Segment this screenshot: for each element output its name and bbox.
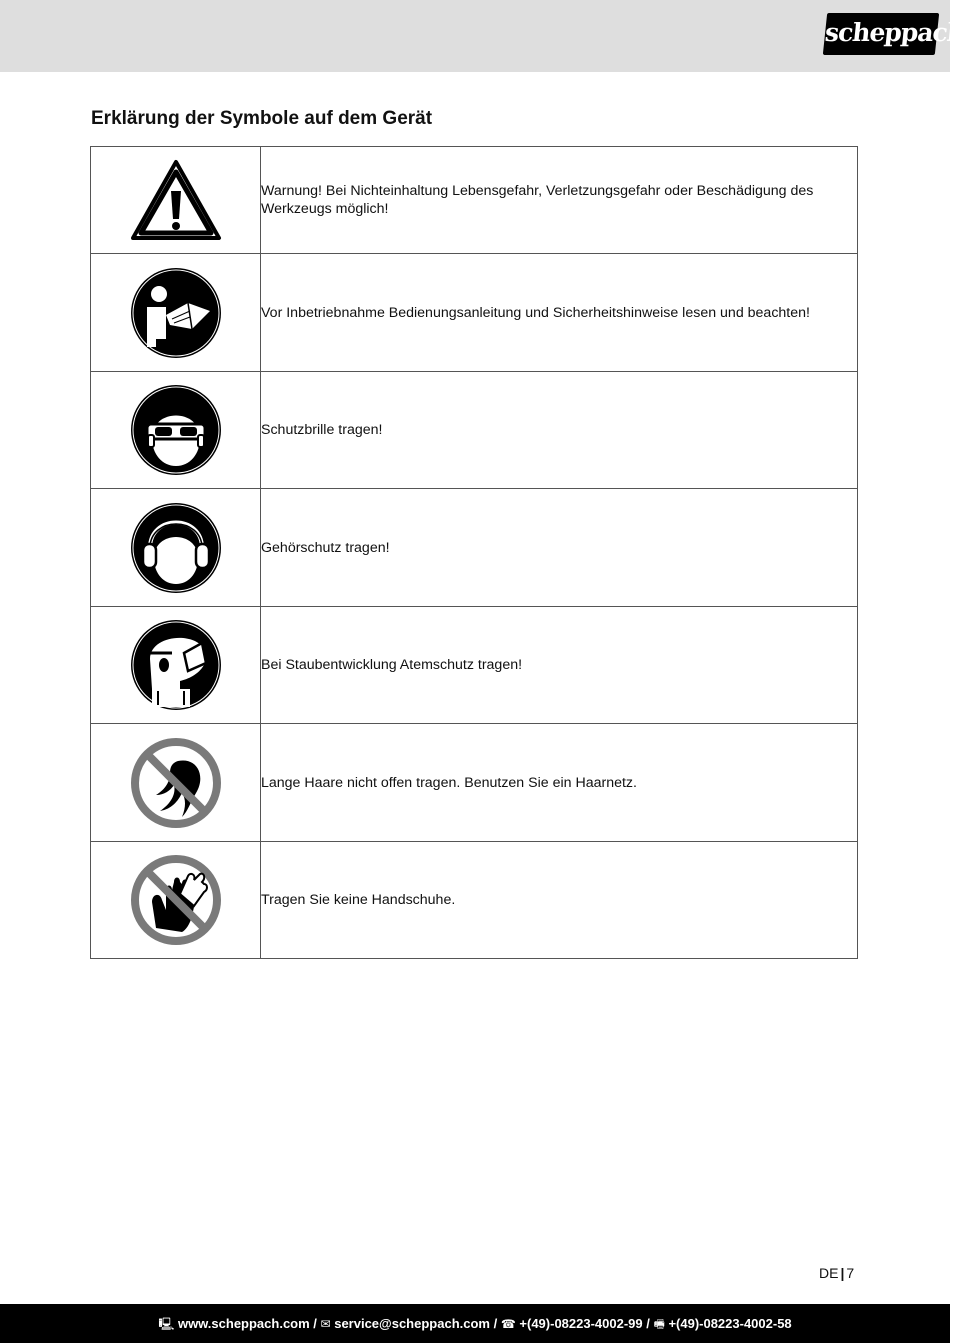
footer-phone: +(49)-08223-4002-99 <box>519 1316 643 1331</box>
page-separator: | <box>840 1265 845 1281</box>
symbol-description: Vor Inbetriebnahme Bedienungsanleitung und Sicherheitshinweise lesen und beachten! <box>261 254 858 372</box>
no-gloves-icon <box>91 854 260 946</box>
footer-bar: 🖳 www.scheppach.com / ✉ service@scheppach.com / ☎ +(49)-08223-4002-99 / 🖷 +(49)-08223-4002-58 <box>0 1304 950 1343</box>
symbols-table <box>90 146 858 959</box>
table-row <box>91 842 858 959</box>
section-title: Erklärung der Symbole auf dem Gerät <box>91 108 433 129</box>
phone-icon: ☎ <box>500 1317 516 1331</box>
fax-icon: 🖷 <box>653 1317 665 1331</box>
warning-triangle-icon <box>91 159 260 241</box>
page-number <box>819 1265 854 1281</box>
page-language: DE <box>819 1265 839 1281</box>
read-manual-icon <box>91 267 260 359</box>
scheppach-logo: scheppach <box>823 13 939 55</box>
no-loose-hair-icon <box>91 737 260 829</box>
symbol-description: Bei Staubentwicklung Atemschutz tragen! <box>261 607 858 724</box>
mail-icon: ✉ <box>320 1317 331 1331</box>
table-row <box>91 724 858 842</box>
header-bar <box>0 0 950 72</box>
symbol-description: Tragen Sie keine Handschuhe. <box>261 842 858 959</box>
table-row <box>91 254 858 372</box>
ear-protection-icon <box>91 502 260 594</box>
page-number-value: 7 <box>846 1265 855 1281</box>
table-row <box>91 147 858 254</box>
table-row <box>91 489 858 607</box>
footer-website[interactable]: www.scheppach.com <box>177 1316 310 1331</box>
table-row <box>91 607 858 724</box>
table-row <box>91 372 858 489</box>
symbol-description: Warnung! Bei Nichteinhaltung Lebensgefahr, Verletzungsgefahr oder Beschädigung des Werkzeugs möglich! <box>261 147 858 254</box>
symbol-description: Lange Haare nicht offen tragen. Benutzen Sie ein Haarnetz. <box>261 724 858 842</box>
footer-fax: +(49)-08223-4002-58 <box>668 1316 792 1331</box>
safety-goggles-icon <box>91 384 260 476</box>
symbol-description: Gehörschutz tragen! <box>261 489 858 607</box>
computer-icon: 🖳 <box>158 1317 175 1331</box>
respirator-icon <box>91 619 260 711</box>
footer-email[interactable]: service@scheppach.com <box>334 1316 490 1331</box>
symbol-description: Schutzbrille tragen! <box>261 372 858 489</box>
